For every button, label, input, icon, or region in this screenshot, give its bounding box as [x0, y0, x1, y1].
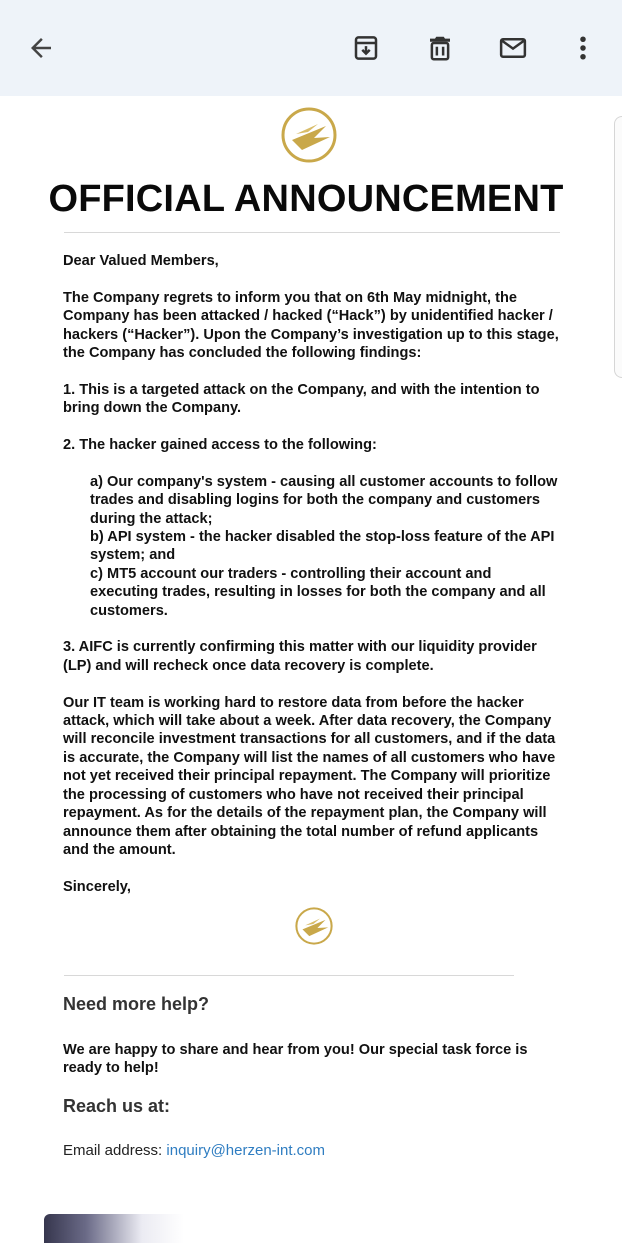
it-paragraph: Our IT team is working hard to restore data from before the hacker attack, which will take about a week. After data recovery, the Company will reconcile investment transactions for all customers, and if the data is accurate, the Company will list the names of all customers who have not yet received their principal repayment. The Company will prioritize the processing of customers who have not received their principal repayment. As for the details of the repayment plan, the Company will announce them after obtaining the total number of refund applicants and the amount. [63, 694, 556, 858]
trash-icon [425, 33, 455, 63]
divider [64, 232, 560, 233]
company-logo-icon [278, 104, 340, 166]
announcement-letter [63, 252, 563, 896]
email-link[interactable]: inquiry@herzen-int.com [166, 1142, 326, 1159]
mark-unread-button[interactable] [489, 24, 537, 72]
finding-2: 2. The hacker gained access to the following: [63, 437, 377, 454]
delete-button[interactable] [416, 24, 464, 72]
intro-paragraph: The Company regrets to inform you that on 6th May midnight, the Company has been attacked / hacked (“Hack”) by unidentified hacker / hackers (“Hacker”). Upon the Company’s investigation up to this stage, the Company has concluded the following findings: [63, 289, 559, 362]
finding-2c: c) MT5 account our traders - controlling their account and executing trades, resulting in losses for both the company and all customers. [90, 565, 546, 619]
arrow-left-icon [26, 33, 56, 63]
scroll-handle[interactable] [614, 116, 622, 378]
closing: Sincerely, [63, 878, 131, 895]
top-app-bar [0, 0, 622, 96]
archive-button[interactable] [342, 24, 390, 72]
photo-edge-shadow [44, 1214, 184, 1243]
finding-2b: b) API system - the hacker disabled the stop-loss feature of the API system; and [90, 529, 555, 564]
email-label: Email address: [63, 1142, 163, 1159]
greeting: Dear Valued Members, [63, 253, 219, 269]
email-line [63, 1142, 325, 1159]
company-logo-small-icon [293, 905, 335, 947]
reach-us-title: Reach us at: [63, 1096, 171, 1116]
finding-3: 3. AIFC is currently confirming this matter with our liquidity provider (LP) and will recheck once data recovery is complete. [63, 639, 537, 674]
help-title: Need more help? [63, 994, 210, 1014]
more-options-button[interactable] [559, 24, 607, 72]
help-text: We are happy to share and hear from you! Our special task force is ready to help! [63, 1042, 528, 1077]
archive-icon [351, 33, 381, 63]
announcement-headline: OFFICIAL ANNOUNCEMENT [48, 178, 564, 220]
finding-2a: a) Our company's system - causing all customer accounts to follow trades and disabling logins for both the company and customers during the attack; [90, 473, 558, 527]
divider [64, 975, 514, 976]
back-button[interactable] [17, 24, 65, 72]
mail-icon [498, 33, 528, 63]
more-vert-icon [568, 33, 598, 63]
finding-1: 1. This is a targeted attack on the Company, and with the intention to bring down the Company. [63, 381, 540, 417]
